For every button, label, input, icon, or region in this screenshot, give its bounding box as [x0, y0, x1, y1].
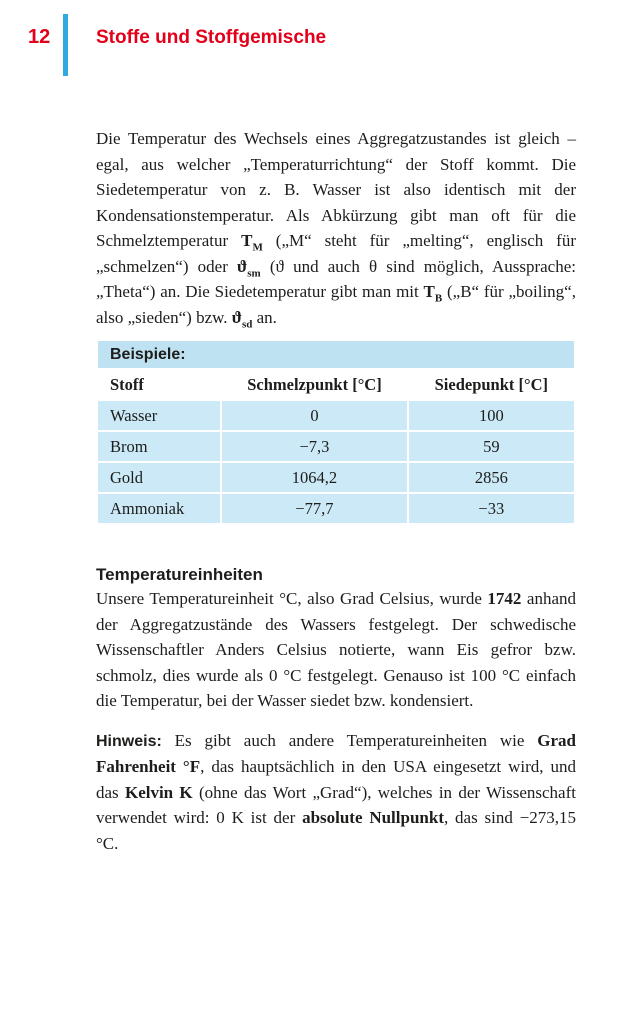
value-cell: −7,3 [221, 431, 407, 462]
body-text: anhand der Aggregatzustände des Wassers festgelegt. Der schwedische Wissenschaftler Anders Celsius notierte, wann Eis gefror bzw. schmolz, dies wurde als 0 °C festgelegt. Genauso ist 100 °C einfach die Temperatur, bei der Wasser siedet bzw. kondensiert. [96, 589, 577, 710]
emphasized-text: 1742 [487, 589, 522, 608]
body-text: Die Temperatur des Wechsels eines Aggregatzustandes ist gleich – egal, aus welcher „Temperaturrichtung“ der Stoff kommt. Die Siedetemperatur von z. B. Wasser ist also identisch mit der Kondensationstemperatur. Als Abkürzung gibt man oft für die Schmelztemperatur [96, 129, 576, 250]
table-row [97, 493, 575, 524]
examples-table [96, 339, 576, 525]
celsius-paragraph [96, 586, 576, 714]
chapter-title: Stoffe und Stoffgemische [96, 27, 327, 48]
value-cell: −33 [408, 493, 575, 524]
body-text: (ϑ und auch θ sind möglich, Aussprache: „Theta“) an. Die Siedetemperatur gibt man mit [96, 256, 576, 301]
column-header-schmelzpunkt: Schmelzpunkt [°C] [221, 369, 407, 400]
emphasized-text: sm [247, 266, 261, 279]
emphasized-text: T [241, 231, 253, 250]
value-cell: 59 [408, 431, 575, 462]
emphasized-text: B [434, 292, 443, 305]
emphasized-text: Grad Fahrenheit °F [96, 730, 576, 776]
hinweis-paragraph [96, 728, 576, 857]
table-row [97, 431, 575, 462]
column-header-siedepunkt: Siedepunkt [°C] [408, 369, 575, 400]
value-cell: 0 [221, 400, 407, 431]
page-content [96, 126, 576, 856]
column-header-stoff: Stoff [97, 369, 221, 400]
value-cell: 2856 [408, 462, 575, 493]
emphasized-text: T [423, 282, 435, 301]
body-text: , das hauptsächlich in den USA eingesetzt wird, und das [96, 757, 576, 802]
chapter-color-bar [63, 14, 68, 76]
body-text: (ohne das Wort „Grad“), welches in der Wissenschaft verwendet wird: 0 K ist der [96, 782, 576, 827]
emphasized-text: ϑ [231, 307, 242, 327]
emphasized-text: Kelvin K [124, 782, 193, 802]
table-body [97, 400, 575, 524]
substance-cell: Wasser [97, 400, 221, 431]
table-caption: Beispiele: [97, 340, 575, 369]
page-number: 12 [28, 26, 51, 48]
substance-cell: Ammoniak [97, 493, 221, 524]
substance-cell: Gold [97, 462, 221, 493]
value-cell: −77,7 [221, 493, 407, 524]
body-text: („B“ für „boiling“, also „sieden“) bzw. [96, 282, 576, 327]
section-heading-temperatureinheiten: Temperatureinheiten [96, 565, 263, 584]
emphasized-text: Hinweis: [96, 732, 162, 750]
value-cell: 1064,2 [221, 462, 407, 493]
emphasized-text: sd [241, 317, 253, 330]
substance-cell: Brom [97, 431, 221, 462]
intro-paragraph [96, 126, 576, 330]
emphasized-text: ϑ [237, 256, 248, 276]
emphasized-text: M [252, 241, 263, 254]
body-text: („M“ steht für „melting“, englisch für „schmelzen“) oder [96, 231, 576, 276]
body-text: an. [252, 307, 277, 327]
table-row [97, 400, 575, 431]
body-text: , das sind −273,15 °C. [96, 808, 576, 853]
table-caption-row [97, 340, 575, 369]
value-cell: 100 [408, 400, 575, 431]
table-header-row [97, 369, 575, 400]
emphasized-text: absolute Nullpunkt [302, 808, 444, 827]
body-text: Es gibt auch andere Temperatureinheiten wie [161, 730, 538, 750]
table-row [97, 462, 575, 493]
body-text: Unsere Temperatureinheit °C, also Grad Celsius, wurde [96, 589, 488, 608]
